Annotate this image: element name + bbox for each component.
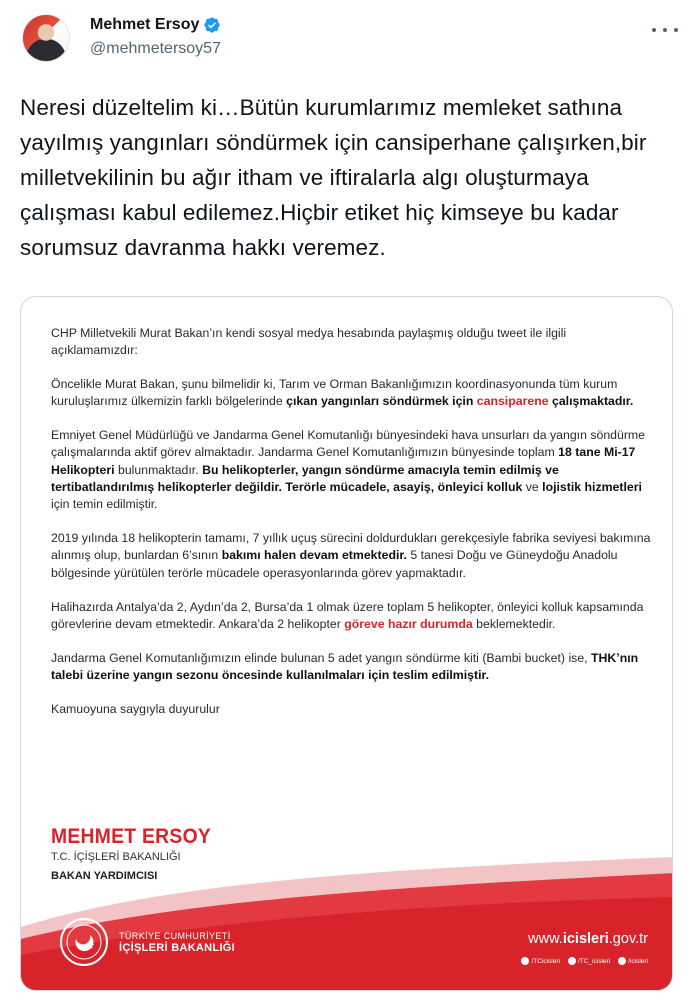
name-row [90, 16, 221, 34]
statement-segment: Emniyet Genel Müdürlüğü ve Jandarma Genel Komutanlığı bünyesindeki hava unsurları da yangın söndürme çalışmalarında aktif görev almaktadır. Jandarma Genel Komutanlığımızın bünyesinde toplam [51, 428, 646, 460]
ministry-line2: İÇİŞLERİ BAKANLIĞI [119, 942, 236, 954]
signature-block [51, 825, 225, 882]
avatar[interactable] [22, 14, 70, 62]
statement-segment: cansiparene [476, 394, 549, 409]
tweet-image[interactable] [20, 296, 673, 991]
statement-paragraph [51, 599, 651, 634]
tweet-header [22, 12, 682, 68]
statement-text [51, 325, 651, 735]
statement-paragraph [51, 530, 651, 582]
statement-segment: çalışmaktadır. [548, 394, 634, 409]
ministry-seal-icon [59, 917, 109, 967]
instagram-icon [618, 957, 626, 965]
more-options-icon[interactable] [652, 22, 678, 38]
ministry-name [119, 931, 235, 954]
statement-segment: lojistik hizmetleri [542, 480, 642, 495]
statement-paragraph [51, 650, 651, 685]
statement-segment: ve [522, 480, 543, 495]
social-links [521, 957, 648, 965]
verified-badge-icon [203, 16, 221, 34]
twitter-icon [568, 957, 576, 965]
facebook-icon [521, 957, 529, 965]
statement-segment: 5 tanesi Doğu ve Güneydoğu Anadolu bölgesinde yürütülen terörle mücadele operasyonlarında görev yapmaktadır. [51, 548, 618, 580]
statement-segment: 18 tane Mi-17 Helikopteri [51, 445, 636, 477]
website-url: www.icisleri.gov.tr [528, 931, 648, 947]
statement-segment: Öncelikle Murat Bakan, şunu bilmelidir ki, Tarım ve Orman Bakanlığımızın koordinasyonunda tüm kurum kuruluşlarımız ülkemizin farklı bölgelerinde [51, 377, 618, 409]
statement-segment: beklemektedir. [472, 616, 556, 631]
signature-name: MEHMET ERSOY [51, 825, 212, 848]
statement-segment: çıkan yangınları söndürmek için [286, 394, 477, 409]
facebook-link: /TCicisleri [521, 957, 560, 965]
signature-org: T.C. İÇİŞLERİ BAKANLIĞI [51, 851, 181, 863]
statement-paragraph [51, 427, 651, 513]
statement-segment: Kamuoyuna saygıyla duyurulur [51, 701, 220, 716]
instagram-link: /icisleri [618, 957, 648, 965]
statement-segment: için temin edilmiştir. [51, 497, 158, 512]
statement-paragraph [51, 701, 651, 718]
statement-segment: Jandarma Genel Komutanlığımızın elinde bulunan 5 adet yangın söndürme kiti (Bambi bucket) ise, [51, 650, 591, 665]
display-name[interactable]: Mehmet Ersoy [90, 16, 200, 33]
user-handle[interactable]: @mehmetersoy57 [90, 40, 221, 57]
ministry-line1: TÜRKİYE CUMHURİYETİ [119, 931, 231, 941]
statement-segment: CHP Milletvekili Murat Bakan’ın kendi sosyal medya hesabında paylaşmış olduğu tweet ile ilgili açıklamamızdır: [51, 326, 567, 358]
signature-title: BAKAN YARDIMCISI [51, 870, 158, 882]
statement-segment: bulunmaktadır. [114, 462, 203, 477]
statement-segment: göreve hazır durumda [344, 616, 473, 631]
tweet-text: Neresi düzeltelim ki…Bütün kurumlarımız memleket sathına yayılmış yangınları söndürmek için cansiperhane çalışırken,bir milletvekilinin bu ağır itham ve iftiralarla algı oluşturmaya çalışması kabul edilemez.Hiçbir etiket hiç kimseye bu kadar sorumsuz davranma hakkı veremez. [20, 95, 647, 260]
statement-segment: 2019 yılında 18 helikopterin tamamı, 7 yıllık uçuş sürecini doldurdukları gerekçesiyle fabrika seviyesi bakımına alınmış olup, bunlardan 6’sının [51, 531, 651, 563]
statement-paragraph [51, 325, 651, 360]
statement-paragraph [51, 376, 651, 411]
twitter-link: /TC_icisleri [568, 957, 610, 965]
statement-segment: THK’nın talebi üzerine yangın sezonu öncesinde kullanılmaları için teslim edilmiştir. [51, 650, 639, 682]
statement-segment: Halihazırda Antalya’da 2, Aydın’da 2, Bursa’da 1 olmak üzere toplam 5 helikopter, önleyici kolluk kapsamında görevlerine devam etmektedir. Ankara’da 2 helikopter [51, 599, 644, 631]
statement-segment: Bu helikopterler, yangın söndürme amacıyla temin edilmiş ve tertibatlandırılmış helikopterler değildir. Terörle mücadele, asayiş, önleyici kolluk [51, 462, 559, 495]
statement-segment: bakımı halen devam etmektedir. [221, 548, 407, 563]
